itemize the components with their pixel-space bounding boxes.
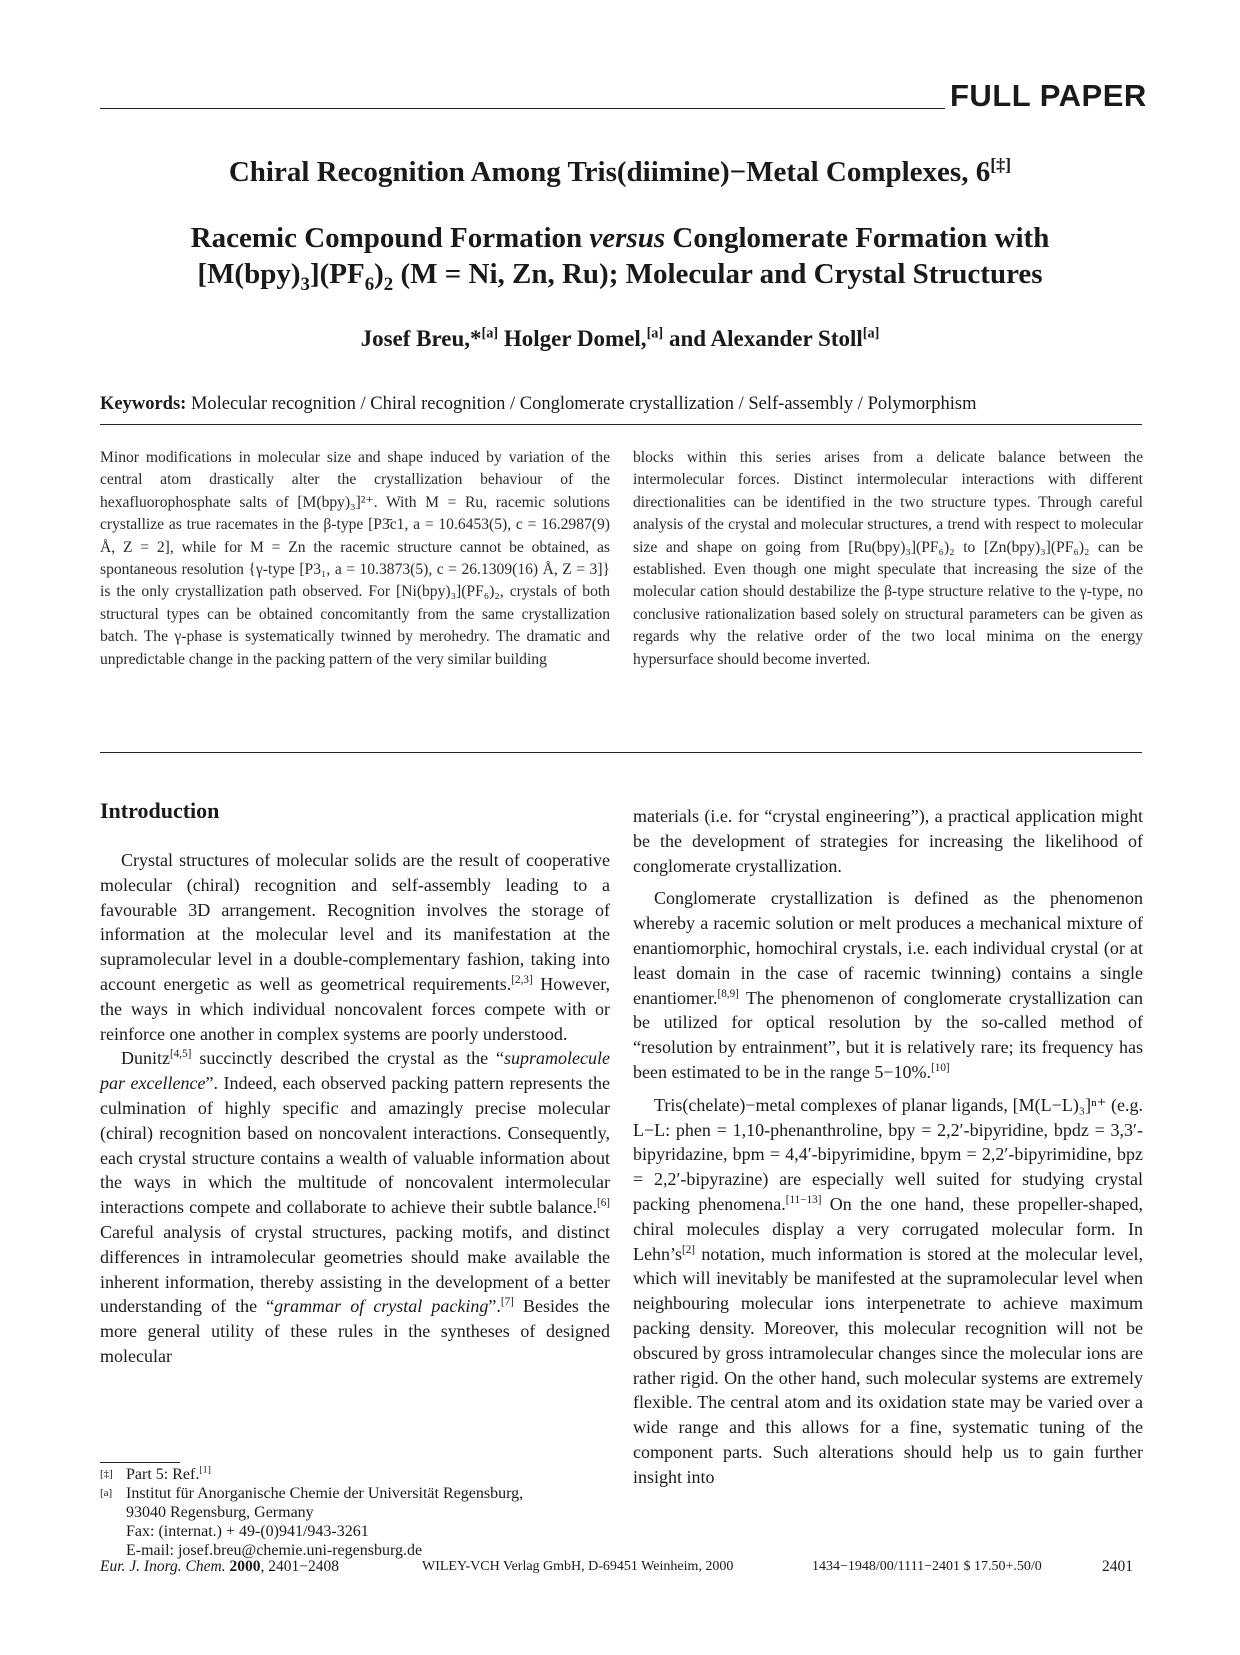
abstract-top-rule — [100, 424, 1142, 425]
issn: 1434−1948/00/1111−2401 $ 17.50+.50/0 — [812, 1559, 1042, 1574]
affiliation-mark: [a] — [862, 325, 880, 342]
citation: [6] — [596, 1197, 610, 1210]
body-right-column — [633, 804, 1143, 1490]
citation: [8,9] — [717, 987, 739, 1000]
subscript: 2 — [383, 273, 394, 295]
author-name: and Alexander Stoll — [663, 326, 863, 351]
subtitle-italic: versus — [589, 222, 666, 254]
body-paragraph — [633, 886, 1143, 1084]
title-text: Chiral Recognition Among Tris(diimine)−Metal Complexes, 6 — [228, 156, 991, 188]
paper-subtitle-line1 — [100, 222, 1140, 255]
section-heading: Introduction — [100, 798, 220, 823]
footnotes — [100, 1465, 610, 1560]
subscript: 6 — [364, 273, 375, 295]
citation: [11−13] — [785, 1193, 822, 1206]
footnote-body — [126, 1465, 211, 1484]
page-number: 2401 — [1102, 1558, 1133, 1575]
text: However, the ways in which individual noncovalent forces compete with or reinforce one another in complex systems are poorly understood. — [100, 973, 611, 1044]
subtitle-part: ](PF — [309, 258, 365, 290]
header-rule — [100, 108, 945, 109]
citation: [2,3] — [511, 973, 533, 986]
affiliation-mark: [a] — [481, 325, 499, 342]
subtitle-part: [M(bpy) — [197, 258, 301, 290]
section-label: FULL PAPER — [950, 78, 1147, 113]
footnote — [100, 1484, 610, 1560]
footnote-mark: [‡] — [100, 1468, 113, 1480]
body-paragraph: materials (i.e. for “crystal engineering”), a practical application might be the development of strategies for increasing the likelihood of conglomerate crystallization. — [633, 806, 1143, 876]
author-name: Josef Breu,* — [360, 326, 482, 351]
footnote-rule — [100, 1462, 180, 1463]
subtitle-part: Conglomerate Formation with — [665, 222, 1050, 254]
body-left-column — [100, 848, 610, 1369]
affiliation-line: Institut für Anorganische Chemie der Universität Regensburg, — [126, 1485, 524, 1502]
title-footnote-mark: [‡] — [990, 154, 1012, 175]
subscript: 3 — [300, 273, 310, 295]
text: succinctly described the crystal as the “ — [191, 1048, 505, 1069]
journal-pages: , 2401−2408 — [260, 1558, 339, 1575]
author-list — [100, 326, 1140, 352]
text: Conglomerate crystallization is defined as the phenomenon whereby a racemic solution or melt produces a mechanical mixture of enantiomorphic, homochiral crystals, i.e. each individual crystal (or at least domain in the case of racemic twinning) contains a single enantiomer. — [633, 888, 1143, 1008]
text: On the one hand, these propeller-shaped, chiral molecules display a very corrugated molecular form. In Lehn’s — [633, 1193, 1143, 1264]
fax-line: Fax: (internat.) + 49-(0)941/943-3261 — [126, 1523, 369, 1540]
body-paragraph — [100, 1046, 610, 1368]
subtitle-part: (M = Ni, Zn, Ru); Molecular and Crystal Structures — [393, 258, 1043, 290]
text: Tris(chelate)−metal complexes of planar ligands, [M(L−L)₃]ⁿ⁺ (e.g. L−L: phen = 1,10-phenanthroline, bpy = 2,2′-bipyridine, bpdz = 3,3′-bipyridazine, bpm = 4,4′-bipyrimidine, bpym = 2,2′-bipyrimidine, bpz = 2,2′-bipyrazine) are especially well suited for studying crystal packing phenomena. — [633, 1094, 1143, 1214]
text: Careful analysis of crystal structures, packing motifs, and distinct differences in intramolecular geometries should make available the inherent information, thereby assisting in the development of a better understanding of the “ — [100, 1221, 610, 1317]
paper-subtitle-line2 — [100, 258, 1140, 295]
publisher: WILEY-VCH Verlag GmbH, D-69451 Weinheim, 2000 — [422, 1559, 734, 1574]
text: Dunitz — [121, 1048, 170, 1069]
citation: [2] — [682, 1243, 696, 1256]
citation: [7] — [500, 1296, 514, 1309]
footnote — [100, 1465, 610, 1484]
text: Crystal structures of molecular solids are the result of cooperative molecular (chiral) recognition and self-assembly leading to a favourable 3D arrangement. Recognition involves the storage of information at the molecular level and its manifestation at the supramolecular level in a double-complementary fashion, taking into account energetic as well as geometrical requirements. — [100, 850, 610, 994]
text: ”. — [488, 1296, 501, 1317]
paper-title — [100, 156, 1140, 189]
citation: [1] — [199, 1464, 211, 1476]
body-paragraph — [100, 848, 610, 1046]
text: The phenomenon of conglomerate crystallization can be utilized for optical resolution by the so-called method of “resolution by entrainment”, but it is relatively rare; its frequency has been estimated to be in the range 5−10%. — [633, 987, 1143, 1082]
text: ”. Indeed, each observed packing pattern represents the culmination of highly specific and amazingly precise molecular (chiral) recognition based on noncovalent interactions. Consequently, each crystal structure contains a wealth of valuable information about the ways in which the multitude of noncovalent intermolecular interactions compete and collaborate to achieve their subtle balance. — [100, 1073, 610, 1218]
text: Besides the more general utility of these rules in the syntheses of designed molecular — [100, 1296, 610, 1366]
body-paragraph — [633, 1093, 1143, 1490]
footnote-body — [126, 1484, 523, 1560]
footnote-mark: [a] — [100, 1487, 113, 1499]
subtitle-part: Racemic Compound Formation — [190, 222, 590, 254]
citation: [10] — [931, 1061, 950, 1074]
keywords-label: Keywords: — [100, 394, 187, 414]
journal-year: 2000 — [229, 1558, 261, 1575]
subtitle-part: ) — [374, 258, 384, 290]
text: notation, much information is stored at the molecular level, which will inevitably be manifested at the supramolecular level when neighbouring molecular ions interpenetrate to achieve maximum packing density. Moreover, this molecular recognition will not be obscured by gross intramolecular changes since the molecular ions are rather rigid. On the other hand, such molecular systems are extremely flexible. The central atom and its oxidation state may be varied over a wide range and this allows for a fine, systematic tuning of the component parts. Such alterations should help us to gain further insight into — [633, 1243, 1143, 1487]
abstract-left-column: Minor modifications in molecular size and shape induced by variation of the central atom drastically alter the crystallization behaviour of the hexafluorophosphate salts of [M(bpy)₃]²⁺. With M = Ru, racemic solutions crystallize as true racemates in the β-type [P3̄c1, a = 10.6453(5), c = 16.2987(9) Å, Z = 2], while for M = Zn the racemic structure cannot be obtained, as spontaneous resolution {γ-type [P3₁, a = 10.3873(5), c = 26.1309(16) Å, Z = 3]} is the only crystallization path observed. For [Ni(bpy)₃](PF₆)₂, crystals of both structural types can be obtained concomitantly from the same crystallization batch. The γ-phase is systematically twinned by merohedry. The dramatic and unpredictable change in the packing pattern of the very similar building — [100, 449, 610, 668]
italic-text: grammar of crystal packing — [274, 1296, 489, 1317]
author-name: Holger Domel, — [498, 326, 647, 351]
keywords — [100, 394, 1142, 415]
keywords-text: Molecular recognition / Chiral recognition / Conglomerate crystallization / Self-assembly / Polymorphism — [186, 394, 977, 414]
email-line: E-mail: josef.breu@chemie.uni-regensburg.de — [126, 1542, 423, 1559]
abstract-bottom-rule — [100, 752, 1142, 753]
text: Part 5: Ref. — [126, 1466, 200, 1483]
affiliation-mark: [a] — [646, 325, 664, 342]
abstract-right-column: blocks within this series arises from a delicate balance between the intermolecular forces. Distinct intermolecular interactions with different directionalities can be identified in the two structure types. Through careful analysis of the crystal and molecular structures, a trend with respect to molecular size and shape on going from [Ru(bpy)₃](PF₆)₂ to [Zn(bpy)₃](PF₆)₂ can be established. Even though one might speculate that increasing the size of the molecular cation should destabilize the β-type structure relative to the γ-type, no conclusive rationalization based solely on structural parameters can be given as regards why the relative order of the two local minima on the energy hypersurface should become inverted. — [633, 449, 1143, 668]
affiliation-line: 93040 Regensburg, Germany — [126, 1504, 314, 1521]
citation: [4,5] — [170, 1048, 192, 1061]
journal-name: Eur. J. Inorg. Chem. — [100, 1558, 226, 1575]
journal-citation — [100, 1558, 339, 1576]
italic-text: supramolecule par excellence — [100, 1048, 610, 1094]
